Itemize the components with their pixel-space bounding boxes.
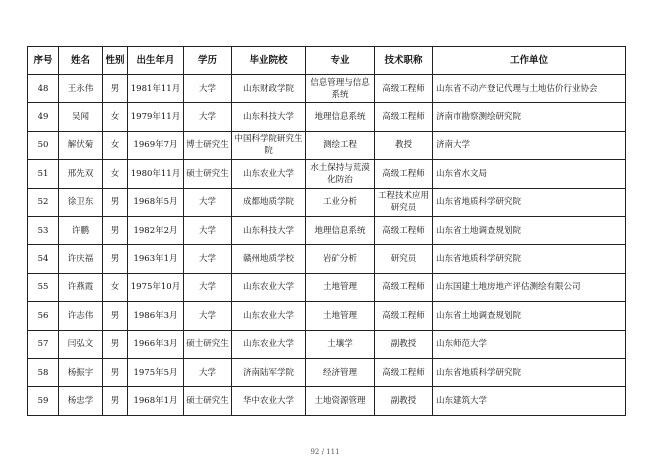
cell-major: 工业分析: [306, 188, 375, 216]
cell-education: 大学: [184, 273, 232, 301]
cell-birth-date: 1969年7月: [128, 131, 184, 159]
cell-graduate-school: 山东农业大学: [232, 273, 306, 301]
cell-technical-title: 高级工程师: [375, 358, 433, 386]
cell-birth-date: 1968年5月: [128, 188, 184, 216]
cell-major: 测绘工程: [306, 131, 375, 159]
header-gender: 性别: [103, 47, 128, 75]
cell-serial: 57: [28, 330, 59, 358]
cell-name: 吴闻: [59, 103, 103, 131]
header-major: 专业: [306, 47, 375, 75]
cell-birth-date: 1968年1月: [128, 387, 184, 415]
cell-technical-title: 高级工程师: [375, 216, 433, 244]
cell-serial: 55: [28, 273, 59, 301]
cell-gender: 女: [103, 273, 128, 301]
cell-serial: 48: [28, 75, 59, 103]
header-birth-date: 出生年月: [128, 47, 184, 75]
cell-major: 岩矿分析: [306, 245, 375, 273]
header-name: 姓名: [59, 47, 103, 75]
cell-birth-date: 1979年11月: [128, 103, 184, 131]
roster-table: [27, 46, 626, 416]
cell-graduate-school: 成都地质学院: [232, 188, 306, 216]
cell-birth-date: 1966年3月: [128, 330, 184, 358]
cell-serial: 59: [28, 387, 59, 415]
table-row: [28, 188, 626, 216]
header-graduate-school: 毕业院校: [232, 47, 306, 75]
cell-serial: 49: [28, 103, 59, 131]
cell-technical-title: 副教授: [375, 387, 433, 415]
cell-major: 经济管理: [306, 358, 375, 386]
cell-technical-title: 工程技术应用研究员: [375, 188, 433, 216]
cell-work-unit: 山东省土地调查规划院: [433, 216, 626, 244]
cell-name: 杨忠学: [59, 387, 103, 415]
table-body: [28, 75, 626, 416]
cell-technical-title: 高级工程师: [375, 302, 433, 330]
cell-major: 土壤学: [306, 330, 375, 358]
cell-name: 解伏菊: [59, 131, 103, 159]
cell-work-unit: 山东省地质科学研究院: [433, 245, 626, 273]
cell-major: 水土保持与荒漠化防治: [306, 160, 375, 188]
cell-birth-date: 1975年10月: [128, 273, 184, 301]
table-row: [28, 387, 626, 415]
cell-education: 大学: [184, 358, 232, 386]
table-row: [28, 75, 626, 103]
cell-work-unit: 山东建筑大学: [433, 387, 626, 415]
cell-education: 大学: [184, 188, 232, 216]
table-row: [28, 273, 626, 301]
cell-graduate-school: 山东科技大学: [232, 103, 306, 131]
table-header-row: [28, 47, 626, 75]
cell-major: 信息管理与信息系统: [306, 75, 375, 103]
cell-major: 土地管理: [306, 302, 375, 330]
cell-graduate-school: 山东农业大学: [232, 160, 306, 188]
cell-birth-date: 1980年11月: [128, 160, 184, 188]
cell-serial: 52: [28, 188, 59, 216]
cell-birth-date: 1975年5月: [128, 358, 184, 386]
table-row: [28, 216, 626, 244]
cell-name: 许燕霞: [59, 273, 103, 301]
cell-gender: 男: [103, 358, 128, 386]
cell-major: 土地资源管理: [306, 387, 375, 415]
cell-work-unit: 山东国建土地房地产评估测绘有限公司: [433, 273, 626, 301]
header-work-unit: 工作单位: [433, 47, 626, 75]
cell-technical-title: 研究员: [375, 245, 433, 273]
cell-education: 硕士研究生: [184, 387, 232, 415]
table-row: [28, 103, 626, 131]
cell-education: 大学: [184, 245, 232, 273]
header-technical-title: 技术职称: [375, 47, 433, 75]
cell-work-unit: 山东省地质科学研究院: [433, 358, 626, 386]
table-row: [28, 302, 626, 330]
cell-gender: 男: [103, 302, 128, 330]
cell-name: 杨振宇: [59, 358, 103, 386]
header-education: 学历: [184, 47, 232, 75]
cell-work-unit: 济南市勘察测绘研究院: [433, 103, 626, 131]
cell-name: 许志伟: [59, 302, 103, 330]
cell-serial: 51: [28, 160, 59, 188]
cell-birth-date: 1981年11月: [128, 75, 184, 103]
cell-name: 许鹏: [59, 216, 103, 244]
table-row: [28, 358, 626, 386]
cell-graduate-school: 山东农业大学: [232, 330, 306, 358]
cell-education: 博士研究生: [184, 131, 232, 159]
table-row: [28, 131, 626, 159]
cell-birth-date: 1986年3月: [128, 302, 184, 330]
cell-work-unit: 山东省不动产登记代理与土地估价行业协会: [433, 75, 626, 103]
cell-gender: 女: [103, 103, 128, 131]
cell-work-unit: 山东省水文局: [433, 160, 626, 188]
cell-graduate-school: 山东农业大学: [232, 302, 306, 330]
cell-work-unit: 山东省土地调查规划院: [433, 302, 626, 330]
cell-major: 地理信息系统: [306, 103, 375, 131]
cell-education: 硕士研究生: [184, 160, 232, 188]
cell-gender: 女: [103, 131, 128, 159]
cell-graduate-school: 山东科技大学: [232, 216, 306, 244]
cell-graduate-school: 山东财政学院: [232, 75, 306, 103]
cell-birth-date: 1963年1月: [128, 245, 184, 273]
page-number: 92 / 111: [310, 448, 340, 456]
cell-gender: 男: [103, 188, 128, 216]
cell-serial: 56: [28, 302, 59, 330]
cell-education: 大学: [184, 103, 232, 131]
cell-technical-title: 高级工程师: [375, 160, 433, 188]
cell-serial: 54: [28, 245, 59, 273]
cell-name: 王永伟: [59, 75, 103, 103]
cell-technical-title: 高级工程师: [375, 103, 433, 131]
table-row: [28, 330, 626, 358]
cell-major: 地理信息系统: [306, 216, 375, 244]
cell-serial: 58: [28, 358, 59, 386]
cell-name: 闫弘文: [59, 330, 103, 358]
cell-education: 大学: [184, 302, 232, 330]
cell-education: 硕士研究生: [184, 330, 232, 358]
cell-work-unit: 山东师范大学: [433, 330, 626, 358]
cell-graduate-school: 赣州地质学校: [232, 245, 306, 273]
cell-serial: 50: [28, 131, 59, 159]
cell-gender: 男: [103, 330, 128, 358]
table-row: [28, 160, 626, 188]
cell-technical-title: 副教授: [375, 330, 433, 358]
cell-work-unit: 济南大学: [433, 131, 626, 159]
cell-name: 邢先双: [59, 160, 103, 188]
cell-work-unit: 山东省地质科学研究院: [433, 188, 626, 216]
cell-graduate-school: 华中农业大学: [232, 387, 306, 415]
cell-gender: 男: [103, 387, 128, 415]
cell-major: 土地管理: [306, 273, 375, 301]
cell-gender: 男: [103, 245, 128, 273]
cell-education: 大学: [184, 216, 232, 244]
cell-education: 大学: [184, 75, 232, 103]
cell-technical-title: 高级工程师: [375, 75, 433, 103]
cell-gender: 女: [103, 160, 128, 188]
header-serial: 序号: [28, 47, 59, 75]
cell-technical-title: 高级工程师: [375, 273, 433, 301]
cell-gender: 男: [103, 75, 128, 103]
cell-graduate-school: 济南陆军学院: [232, 358, 306, 386]
cell-graduate-school: 中国科学院研究生院: [232, 131, 306, 159]
cell-serial: 53: [28, 216, 59, 244]
cell-gender: 男: [103, 216, 128, 244]
cell-birth-date: 1982年2月: [128, 216, 184, 244]
cell-name: 徐卫东: [59, 188, 103, 216]
table-row: [28, 245, 626, 273]
cell-technical-title: 教授: [375, 131, 433, 159]
cell-name: 许庆福: [59, 245, 103, 273]
